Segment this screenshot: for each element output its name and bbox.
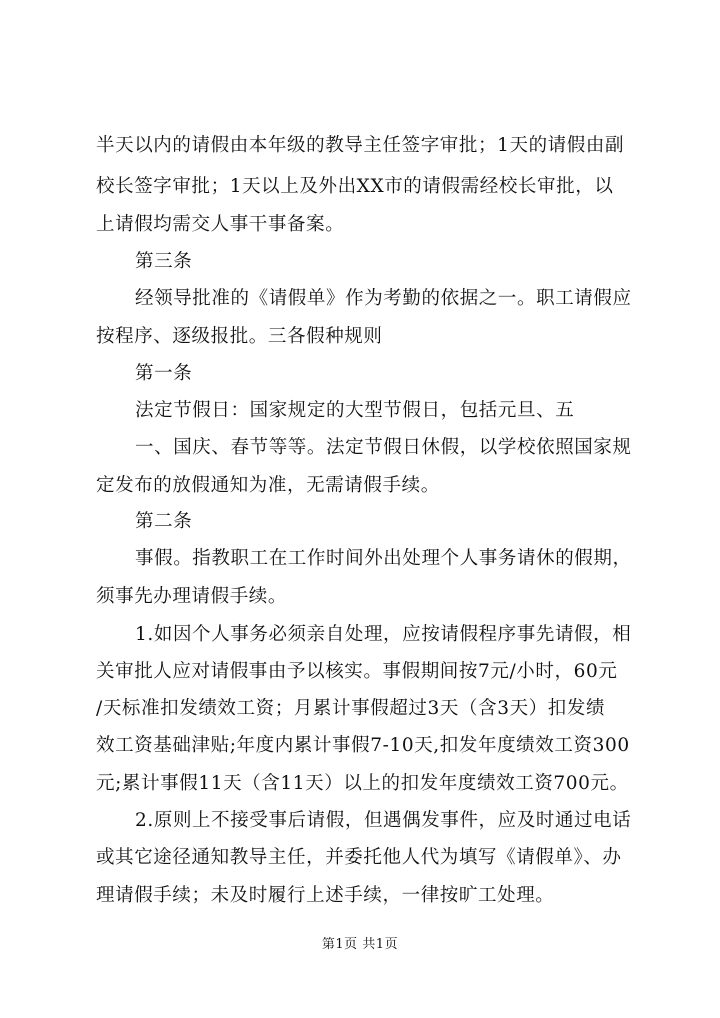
paragraph-line: 须事先办理请假手续。 — [96, 586, 288, 607]
paragraph-line: 定发布的放假通知为准，无需请假手续。 — [96, 475, 440, 496]
paragraph-line: 1.如因个人事务必须亲自处理，应按请假程序事先请假，相 — [135, 624, 632, 645]
article-heading: 第一条 — [135, 363, 193, 384]
article-heading: 第三条 — [135, 251, 193, 272]
paragraph-line: 经领导批准的《请假单》作为考勤的依据之一。职工请假应 — [135, 288, 632, 309]
paragraph-line: /天标准扣发绩效工资；月累计事假超过3天（含3天）扣发绩 — [96, 698, 606, 719]
paragraph-line: 2.原则上不接受事后请假，但遇偶发事件，应及时通过电话 — [135, 810, 632, 831]
paragraph-line: 理请假手续；未及时履行上述手续，一律按旷工处理。 — [96, 885, 555, 906]
paragraph-line: 上请假均需交人事干事备案。 — [96, 214, 345, 235]
paragraph-line: 按程序、逐级报批。三各假种规则 — [96, 326, 383, 347]
paragraph-line: 元;累计事假11天（含11天）以上的扣发年度绩效工资700元。 — [96, 773, 629, 794]
paragraph-line: 或其它途径通知教导主任，并委托他人代为填写《请假单》、办 — [96, 847, 622, 868]
article-heading: 第二条 — [135, 511, 193, 532]
paragraph-line: 事假。指教职工在工作时间外出处理个人事务请休的假期， — [135, 548, 632, 569]
paragraph-line: 法定节假日：国家规定的大型节假日，包括元旦、五 — [135, 400, 575, 421]
paragraph-line: 校长签字审批；1天以上及外出XX市的请假需经校长审批，以 — [96, 176, 614, 197]
paragraph-line: 关审批人应对请假事由予以核实。事假期间按7元/小时，60元 — [96, 661, 618, 682]
page-footer: 第1页 共1页 — [321, 937, 399, 952]
paragraph-line: 一、国庆、春节等等。法定节假日休假，以学校依照国家规 — [135, 437, 632, 458]
paragraph-line: 效工资基础津贴;年度内累计事假7-10天,扣发年度绩效工资300 — [96, 735, 630, 756]
paragraph-line: 半天以内的请假由本年级的教导主任签字审批；1天的请假由副 — [96, 135, 625, 156]
